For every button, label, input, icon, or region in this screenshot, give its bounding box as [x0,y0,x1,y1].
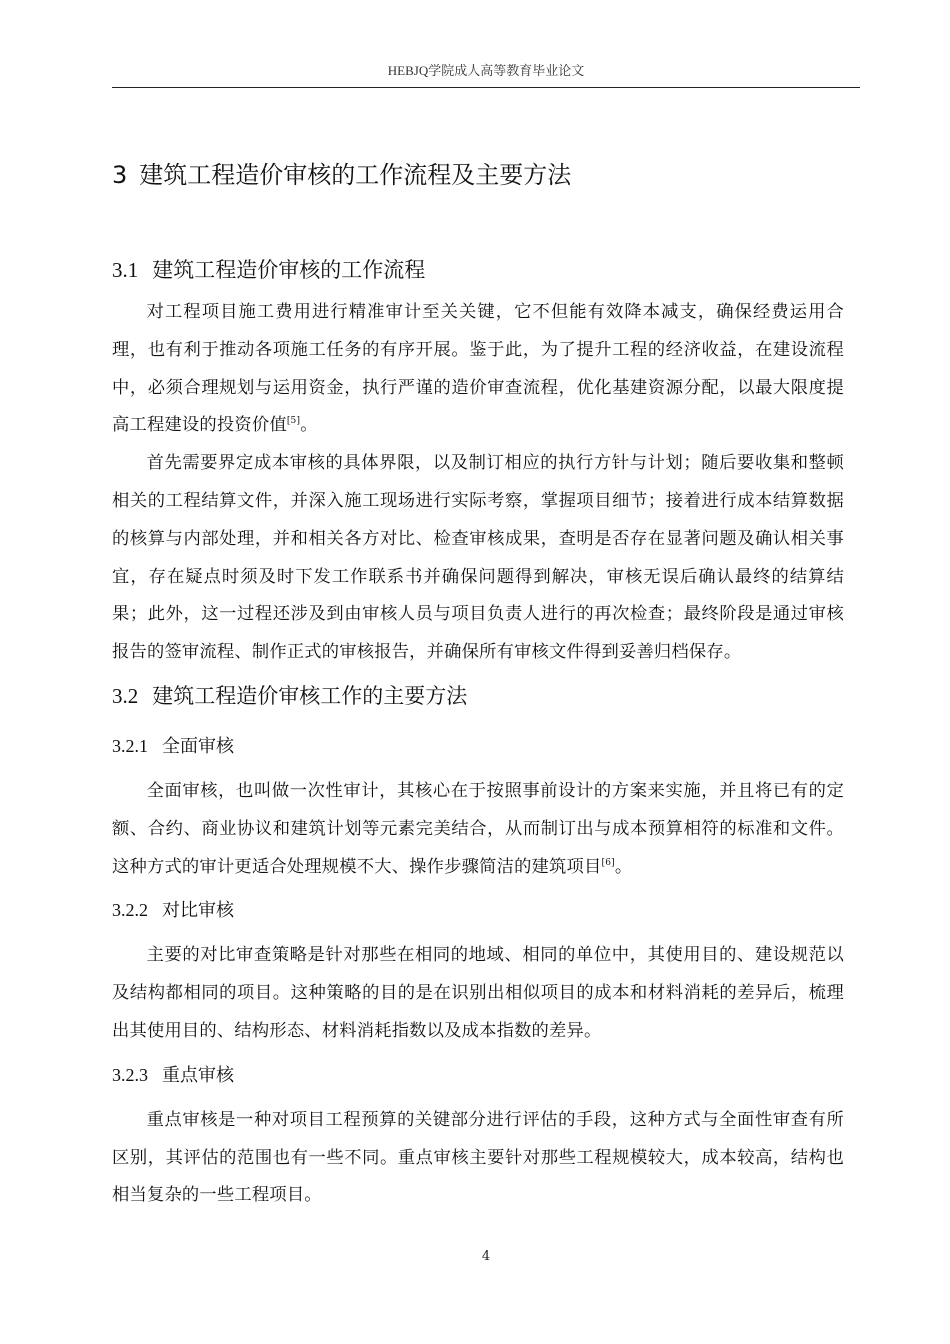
paragraph-3-2-2: 主要的对比审查策略是针对那些在相同的地域、相同的单位中，其使用目的、建设规范以及结构都相同的项目。这种策略的目的是在识别出相似项目的成本和材料消耗的差异后，梳理出其使用目的、结构形态、材料消耗指数以及成本指数的差异。 [112,945,844,1041]
paragraph-3-1-a: 对工程项目施工费用进行精准审计至关关键，它不但能有效降本减支，确保经费运用合理，也有利于推动各项施工任务的有序开展。鉴于此，为了提升工程的经济收益，在建设流程中，必须合理规划与运用资金，执行严谨的造价审查流程，优化基建资源分配，以最大限度提高工程建设的投资价值[5]。 [112,302,844,436]
page-content [112,150,844,1215]
subsection-title: 对比审核 [162,900,234,922]
running-header: HEBJQ学院成人高等教育毕业论文 [387,63,585,78]
subsection-number: 3.2.3 [112,1064,148,1085]
subsection-3-2-2-heading [112,890,844,931]
subsection-title: 全面审核 [162,735,234,757]
paragraph-3-2-3: 重点审核是一种对项目工程预算的关键部分进行评估的手段，这种方式与全面性审查有所区别，其评估的范围也有一些不同。重点审核主要针对那些工程规模较大，成本较高，结构也相当复杂的一些工程项目。 [112,1109,844,1206]
section-title: 建筑工程造价审核工作的主要方法 [152,683,468,708]
header-rule [112,87,860,88]
section-3-2-heading [112,676,844,716]
citation-ref: [6] [601,857,615,868]
paragraph-3-1-b: 首先需要界定成本审核的具体界限，以及制订相应的执行方针与计划；随后要收集和整顿相关的工程结算文件，并深入施工现场进行实际考察，掌握项目细节；接着进行成本结算数据的核算与内部处理，并和相关各方对比、检查审核成果，查明是否存在显著问题及确认相关事宜，存在疑点时须及时下发工作联系书并确保问题得到解决，审核无误后确认最终的结算结果；此外，这一过程还涉及到由审核人员与项目负责人进行的再次检查；最终阶段是通过审核报告的签审流程、制作正式的审核报告，并确保所有审核文件得到妥善归档保存。 [112,453,844,663]
page-number: 4 [481,1249,491,1264]
section-3-1-heading [112,250,844,290]
paragraph-3-2-1: 全面审核，也叫做一次性审计，其核心在于按照事前设计的方案来实施，并且将已有的定额、合约、商业协议和建筑计划等元素完美结合，从而制订出与成本预算相符的标准和文件。这种方式的审计更适合处理规模不大、操作步骤简洁的建筑项目[6]。 [112,780,844,877]
section-number: 3.1 [112,258,139,282]
citation-ref: [5] [286,416,301,427]
subsection-3-2-1-heading [112,726,844,767]
subsection-title: 重点审核 [162,1064,234,1086]
section-title: 建筑工程造价审核的工作流程 [152,258,426,282]
section-number: 3.2 [112,683,139,708]
chapter-heading [112,150,844,200]
chapter-title: 建筑工程造价审核的工作流程及主要方法 [139,161,572,189]
subsection-number: 3.2.2 [112,900,148,921]
subsection-3-2-3-heading [112,1055,844,1096]
chapter-number: 3 [112,161,128,189]
subsection-number: 3.2.1 [112,735,148,756]
